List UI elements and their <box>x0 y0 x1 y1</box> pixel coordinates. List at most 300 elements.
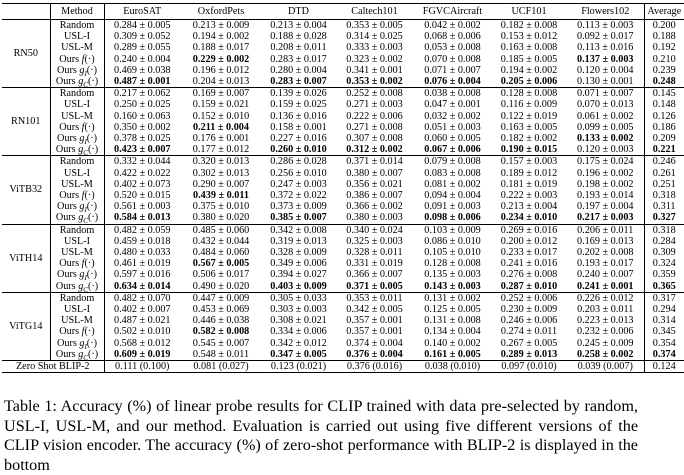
table-cell: 0.124 <box>644 361 684 373</box>
table-cell: 0.327 <box>644 212 684 224</box>
table-row <box>2 20 684 32</box>
table-cell: 0.227 ± 0.016 <box>270 133 327 145</box>
table-cell: 0.289 ± 0.055 <box>113 42 171 54</box>
table-cell: 0.332 ± 0.044 <box>104 156 180 168</box>
table-cell: 0.098 ± 0.006 <box>424 212 481 224</box>
method-label: Random <box>50 156 104 168</box>
results-table <box>2 3 684 373</box>
method-label: Ours $g_C(\cdot)$ <box>50 349 104 361</box>
table-cell: 0.307 ± 0.008 <box>346 133 403 145</box>
table-cell: 0.209 <box>644 133 684 144</box>
table-cell: 0.032 ± 0.002 <box>424 110 481 122</box>
table-cell: 0.061 ± 0.002 <box>576 110 634 122</box>
table-cell: 0.371 ± 0.014 <box>335 156 414 168</box>
table-cell: 0.548 ± 0.011 <box>192 348 250 360</box>
table-cell: 0.309 <box>644 247 684 258</box>
table-cell: 0.284 <box>644 236 684 247</box>
table-row <box>2 88 684 100</box>
method-label: Ours $g_C(\cdot)$ <box>50 281 104 293</box>
table-cell: 0.294 <box>644 304 684 315</box>
table-cell: 0.169 ± 0.013 <box>576 235 634 247</box>
table-cell: 0.160 ± 0.063 <box>113 110 171 122</box>
table-row <box>2 122 684 133</box>
table-cell: 0.334 ± 0.006 <box>270 326 327 338</box>
table-cell: 0.161 ± 0.005 <box>424 348 481 360</box>
table-cell: 0.221 <box>644 144 684 156</box>
method-label: Random <box>50 88 104 100</box>
table-cell: 0.038 ± 0.008 <box>414 88 491 100</box>
table-cell: 0.325 ± 0.003 <box>346 235 403 247</box>
table-cell: 0.190 ± 0.015 <box>500 144 558 156</box>
table-cell: 0.122 ± 0.019 <box>500 110 558 122</box>
table-cell: 0.194 ± 0.002 <box>500 64 558 76</box>
table-cell: 0.193 ± 0.014 <box>576 190 634 202</box>
table-cell: 0.163 ± 0.005 <box>500 121 558 133</box>
table-cell: 0.188 ± 0.017 <box>192 42 250 54</box>
table-cell: 0.081 ± 0.002 <box>424 178 481 190</box>
method-label: USL-M <box>50 247 104 258</box>
table-cell: 0.314 ± 0.025 <box>346 31 403 43</box>
header-flowers102: Flowers102 <box>567 4 644 20</box>
table-cell: 0.252 ± 0.006 <box>491 292 567 304</box>
table-cell: 0.256 ± 0.010 <box>270 167 327 179</box>
table-cell: 0.283 ± 0.007 <box>270 76 327 88</box>
table-cell: 0.053 ± 0.008 <box>424 42 481 54</box>
zero-shot-row <box>2 361 684 373</box>
table-row <box>2 281 684 293</box>
table-cell: 0.192 <box>644 42 684 53</box>
table-cell: 0.386 ± 0.007 <box>346 190 403 202</box>
table-cell: 0.267 ± 0.005 <box>500 337 558 349</box>
table-cell: 0.139 ± 0.026 <box>262 88 335 100</box>
table-cell: 0.357 ± 0.001 <box>346 326 403 338</box>
table-cell: 0.402 ± 0.007 <box>113 304 171 316</box>
table-cell: 0.345 <box>644 326 684 337</box>
table-cell: 0.545 ± 0.007 <box>192 337 250 349</box>
table-cell: 0.140 ± 0.002 <box>424 337 481 349</box>
table-cell: 0.113 ± 0.016 <box>577 42 634 54</box>
table-cell: 0.376 (0.016) <box>335 361 414 373</box>
method-label: USL-M <box>50 179 104 190</box>
table-cell: 0.248 <box>644 76 684 88</box>
table-row <box>2 99 684 110</box>
table-cell: 0.091 ± 0.003 <box>424 201 481 213</box>
table-cell: 0.482 ± 0.059 <box>104 224 180 236</box>
header-caltech101: Caltech101 <box>335 4 414 20</box>
table-row <box>2 168 684 179</box>
table-cell: 0.459 ± 0.018 <box>113 235 171 247</box>
table-row <box>2 315 684 326</box>
table-cell: 0.176 ± 0.001 <box>192 133 250 145</box>
table-cell: 0.366 ± 0.002 <box>346 201 403 213</box>
table-cell: 0.116 ± 0.009 <box>500 99 558 111</box>
table-cell: 0.342 ± 0.012 <box>270 337 327 349</box>
table-cell: 0.271 ± 0.003 <box>346 99 403 111</box>
table-cell: 0.120 ± 0.003 <box>576 144 634 156</box>
table-cell: 0.217 ± 0.003 <box>576 212 634 224</box>
table-cell: 0.324 <box>644 258 684 269</box>
table-cell: 0.305 ± 0.033 <box>262 292 335 304</box>
table-row <box>2 76 684 88</box>
table-cell: 0.234 ± 0.010 <box>500 212 558 224</box>
table-cell: 0.136 ± 0.016 <box>270 110 327 122</box>
table-cell: 0.211 ± 0.004 <box>193 121 249 133</box>
table-cell: 0.446 ± 0.038 <box>192 315 250 327</box>
table-cell: 0.347 ± 0.005 <box>270 348 327 360</box>
method-label: Ours f(·) <box>50 326 104 337</box>
table-cell: 0.312 ± 0.002 <box>346 144 403 156</box>
header-eurosat: EuroSAT <box>104 4 180 20</box>
table-cell: 0.169 ± 0.007 <box>180 88 262 100</box>
table-cell: 0.487 ± 0.001 <box>113 76 171 88</box>
table-cell: 0.210 <box>644 54 684 65</box>
table-cell: 0.520 ± 0.015 <box>113 190 171 202</box>
table-cell: 0.480 ± 0.033 <box>113 247 171 259</box>
table-cell: 0.038 (0.010) <box>414 361 491 373</box>
table-cell: 0.271 ± 0.008 <box>346 121 403 133</box>
method-label: Random <box>50 292 104 304</box>
method-label: USL-M <box>50 42 104 53</box>
table-cell: 0.081 (0.027) <box>180 361 262 373</box>
table-cell: 0.070 ± 0.008 <box>424 53 481 65</box>
table-cell: 0.394 ± 0.027 <box>270 269 327 281</box>
table-cell: 0.157 ± 0.003 <box>491 156 567 168</box>
table-cell: 0.378 ± 0.025 <box>113 133 171 145</box>
table-cell: 0.230 ± 0.009 <box>500 304 558 316</box>
table-row <box>2 156 684 168</box>
table-cell: 0.204 ± 0.013 <box>192 76 250 88</box>
table-cell: 0.341 ± 0.001 <box>346 64 403 76</box>
method-label: USL-I <box>50 168 104 179</box>
table-cell: 0.634 ± 0.014 <box>113 280 171 292</box>
table-cell: 0.213 ± 0.004 <box>500 201 558 213</box>
method-label: Random <box>50 20 104 32</box>
table-row <box>2 65 684 76</box>
method-label: Ours f(·) <box>50 258 104 269</box>
table-cell: 0.274 ± 0.011 <box>500 326 558 338</box>
table-cell: 0.568 ± 0.012 <box>113 337 171 349</box>
table-row <box>2 338 684 349</box>
table-cell: 0.283 ± 0.017 <box>270 53 327 65</box>
table-cell: 0.128 ± 0.008 <box>424 258 481 270</box>
table-cell: 0.092 ± 0.017 <box>576 31 634 43</box>
table-cell: 0.217 ± 0.062 <box>104 88 180 100</box>
table-cell: 0.245 ± 0.009 <box>576 337 634 349</box>
table-cell: 0.302 ± 0.013 <box>192 167 250 179</box>
method-label: USL-I <box>50 31 104 42</box>
method-label: USL-M <box>50 315 104 326</box>
table-row <box>2 190 684 201</box>
table-cell: 0.350 ± 0.002 <box>113 121 171 133</box>
table-cell: 0.287 ± 0.010 <box>500 280 558 292</box>
table-cell: 0.186 <box>644 122 684 133</box>
table-cell: 0.213 ± 0.004 <box>270 20 327 31</box>
table-cell: 0.152 ± 0.010 <box>192 110 250 122</box>
table-cell: 0.567 ± 0.005 <box>192 258 250 270</box>
table-cell: 0.126 <box>644 111 684 122</box>
table-cell: 0.380 ± 0.003 <box>346 212 403 224</box>
table-cell: 0.385 ± 0.007 <box>270 212 327 224</box>
table-cell: 0.175 ± 0.024 <box>567 156 644 168</box>
table-cell: 0.200 ± 0.012 <box>500 235 558 247</box>
table-cell: 0.203 ± 0.011 <box>577 304 634 316</box>
table-cell: 0.371 ± 0.005 <box>346 280 403 292</box>
table-cell: 0.366 ± 0.007 <box>346 269 403 281</box>
table-cell: 0.241 ± 0.001 <box>576 280 634 292</box>
table-cell: 0.226 ± 0.012 <box>567 292 644 304</box>
method-label: Ours $g_I(\cdot)$ <box>50 133 104 144</box>
method-label: Ours $g_C(\cdot)$ <box>50 76 104 88</box>
table-cell: 0.153 ± 0.012 <box>500 31 558 43</box>
table-cell: 0.196 ± 0.012 <box>192 64 250 76</box>
method-label: Ours f(·) <box>50 122 104 133</box>
table-cell: 0.323 ± 0.002 <box>346 53 403 65</box>
table-cell: 0.372 ± 0.022 <box>270 190 327 202</box>
table-cell: 0.197 ± 0.004 <box>576 201 634 213</box>
table-cell: 0.206 ± 0.011 <box>567 224 644 236</box>
table-cell: 0.374 <box>644 349 684 361</box>
table-cell: 0.354 <box>644 338 684 349</box>
table-cell: 0.202 ± 0.008 <box>576 247 634 259</box>
table-row <box>2 201 684 212</box>
method-label: USL-I <box>50 236 104 247</box>
table-cell: 0.357 ± 0.001 <box>346 315 403 327</box>
method-label: Ours $g_C(\cdot)$ <box>50 212 104 224</box>
model-label: ViTG14 <box>2 292 50 360</box>
method-label: Ours f(·) <box>50 190 104 201</box>
table-row <box>2 144 684 156</box>
table-cell: 0.276 ± 0.008 <box>500 269 558 281</box>
table-cell: 0.182 ± 0.002 <box>500 133 558 145</box>
table-cell: 0.269 ± 0.016 <box>491 224 567 236</box>
table-cell: 0.380 ± 0.020 <box>192 212 250 224</box>
table-cell: 0.502 ± 0.010 <box>113 326 171 338</box>
table-cell: 0.163 ± 0.008 <box>500 42 558 54</box>
table-cell: 0.125 ± 0.005 <box>424 304 481 316</box>
table-cell: 0.208 ± 0.011 <box>270 42 327 54</box>
table-row <box>2 42 684 53</box>
table-row <box>2 224 684 236</box>
table-cell: 0.131 ± 0.008 <box>424 315 481 327</box>
table-cell: 0.205 ± 0.006 <box>500 76 558 88</box>
table-cell: 0.280 ± 0.004 <box>270 64 327 76</box>
table-cell: 0.099 ± 0.005 <box>576 121 634 133</box>
table-cell: 0.213 ± 0.009 <box>192 20 250 31</box>
table-cell: 0.439 ± 0.011 <box>193 190 249 202</box>
table-cell: 0.376 ± 0.004 <box>346 348 403 360</box>
table-row <box>2 349 684 361</box>
table-cell: 0.159 ± 0.021 <box>192 99 250 111</box>
model-label: ViTH14 <box>2 224 50 292</box>
table-cell: 0.039 (0.007) <box>567 361 644 373</box>
table-cell: 0.318 <box>644 224 684 236</box>
table-cell: 0.609 ± 0.019 <box>113 348 171 360</box>
table-row <box>2 247 684 258</box>
table-cell: 0.349 ± 0.006 <box>270 258 327 270</box>
table-cell: 0.188 ± 0.028 <box>270 31 327 43</box>
table-cell: 0.490 ± 0.020 <box>192 280 250 292</box>
table-cell: 0.251 <box>644 179 684 190</box>
header-method: Method <box>50 4 104 20</box>
table-cell: 0.432 ± 0.044 <box>192 235 250 247</box>
table-row <box>2 54 684 65</box>
table-cell: 0.240 ± 0.007 <box>576 269 634 281</box>
table-cell: 0.135 ± 0.003 <box>424 269 481 281</box>
table-cell: 0.469 ± 0.038 <box>113 64 171 76</box>
table-cell: 0.239 <box>644 65 684 76</box>
table-cell: 0.076 ± 0.004 <box>424 76 481 88</box>
table-row <box>2 179 684 190</box>
table-cell: 0.487 ± 0.021 <box>113 315 171 327</box>
table-cell: 0.402 ± 0.073 <box>113 178 171 190</box>
table-cell: 0.422 ± 0.022 <box>113 167 171 179</box>
table-row <box>2 212 684 224</box>
model-label: RN101 <box>2 88 50 156</box>
table-cell: 0.365 <box>644 281 684 293</box>
header-average: Average <box>644 4 684 20</box>
table-cell: 0.120 ± 0.004 <box>576 64 634 76</box>
table-cell: 0.353 ± 0.002 <box>346 76 403 88</box>
table-cell: 0.094 ± 0.004 <box>424 190 481 202</box>
table-cell: 0.303 ± 0.003 <box>270 304 327 316</box>
table-cell: 0.222 ± 0.003 <box>500 190 558 202</box>
table-cell: 0.079 ± 0.008 <box>414 156 491 168</box>
table-cell: 0.359 <box>644 269 684 280</box>
table-cell: 0.320 ± 0.013 <box>180 156 262 168</box>
table-cell: 0.047 ± 0.001 <box>424 99 481 111</box>
table-cell: 0.097 (0.010) <box>491 361 567 373</box>
table-cell: 0.284 ± 0.005 <box>113 20 171 31</box>
table-cell: 0.308 ± 0.021 <box>270 315 327 327</box>
table-cell: 0.189 ± 0.012 <box>500 167 558 179</box>
table-cell: 0.137 ± 0.003 <box>576 53 634 65</box>
table-cell: 0.131 ± 0.002 <box>414 292 491 304</box>
table-cell: 0.561 ± 0.003 <box>113 201 171 213</box>
table-row <box>2 133 684 144</box>
table-cell: 0.233 ± 0.017 <box>500 247 558 259</box>
table-row <box>2 304 684 315</box>
table-cell: 0.447 ± 0.009 <box>180 292 262 304</box>
table-cell: 0.232 ± 0.006 <box>576 326 634 338</box>
model-label: RN50 <box>2 20 50 88</box>
table-cell: 0.286 ± 0.028 <box>262 156 335 168</box>
table-cell: 0.328 ± 0.009 <box>270 247 327 259</box>
table-cell: 0.196 ± 0.002 <box>576 167 634 179</box>
table-cell: 0.261 <box>644 168 684 179</box>
header-ucf101: UCF101 <box>491 4 567 20</box>
table-caption: Table 1: Accuracy (%) of linear probe results for CLIP trained with data pre-selected by random, USL-I, USL-M, and our method. Evaluation is carried out using five different versions of the CLIP vision encoder. The accuracy (%) of zero-shot performance with BLIP-2 is displayed in the bottom <box>4 397 638 474</box>
method-label: Ours f(·) <box>50 54 104 65</box>
table-cell: 0.134 ± 0.004 <box>424 326 481 338</box>
table-cell: 0.177 ± 0.012 <box>192 144 250 156</box>
header-oxfordpets: OxfordPets <box>180 4 262 20</box>
table-cell: 0.185 ± 0.005 <box>500 53 558 65</box>
table-cell: 0.482 ± 0.070 <box>104 292 180 304</box>
header-model <box>2 4 50 20</box>
table-cell: 0.145 <box>644 88 684 100</box>
table-cell: 0.353 ± 0.005 <box>346 20 403 31</box>
table-cell: 0.333 ± 0.003 <box>346 42 403 54</box>
table-cell: 0.260 ± 0.010 <box>270 144 327 156</box>
table-cell: 0.331 ± 0.019 <box>346 258 403 270</box>
table-cell: 0.223 ± 0.013 <box>576 315 634 327</box>
table-cell: 0.060 ± 0.005 <box>424 133 481 145</box>
table-cell: 0.314 <box>644 315 684 326</box>
table-cell: 0.485 ± 0.060 <box>180 224 262 236</box>
table-cell: 0.246 <box>644 156 684 168</box>
table-cell: 0.423 ± 0.007 <box>113 144 171 156</box>
table-row <box>2 292 684 304</box>
table-row <box>2 236 684 247</box>
table-row <box>2 269 684 280</box>
table-cell: 0.188 <box>644 31 684 42</box>
method-label: USL-I <box>50 304 104 315</box>
table-cell: 0.241 ± 0.016 <box>500 258 558 270</box>
table-cell: 0.453 ± 0.069 <box>192 304 250 316</box>
method-label: Ours $g_C(\cdot)$ <box>50 144 104 156</box>
table-cell: 0.182 ± 0.008 <box>500 20 558 31</box>
header-row <box>2 4 684 20</box>
method-label: Ours $g_I(\cdot)$ <box>50 201 104 212</box>
table-row <box>2 111 684 122</box>
table-cell: 0.240 ± 0.004 <box>113 53 171 65</box>
header-dtd: DTD <box>262 4 335 20</box>
table-row <box>2 326 684 337</box>
table-cell: 0.252 ± 0.008 <box>335 88 414 100</box>
header-fgvcaircraft: FGVCAircraft <box>414 4 491 20</box>
table-cell: 0.258 ± 0.002 <box>576 348 634 360</box>
table-cell: 0.311 <box>644 201 684 212</box>
table-cell: 0.123 (0.021) <box>262 361 335 373</box>
table-cell: 0.159 ± 0.025 <box>270 99 327 111</box>
table-cell: 0.373 ± 0.009 <box>270 201 327 213</box>
table-cell: 0.353 ± 0.011 <box>335 292 414 304</box>
table-cell: 0.403 ± 0.009 <box>270 280 327 292</box>
table-cell: 0.071 ± 0.007 <box>567 88 644 100</box>
table-cell: 0.290 ± 0.007 <box>192 178 250 190</box>
table-cell: 0.319 ± 0.013 <box>270 235 327 247</box>
table-cell: 0.461 ± 0.019 <box>113 258 171 270</box>
table-cell: 0.133 ± 0.002 <box>576 133 634 145</box>
table-cell: 0.194 ± 0.002 <box>192 31 250 43</box>
table-cell: 0.246 ± 0.006 <box>500 315 558 327</box>
table-cell: 0.229 ± 0.002 <box>192 53 250 65</box>
table-row <box>2 258 684 269</box>
table-cell: 0.375 ± 0.010 <box>192 201 250 213</box>
zero-shot-label: Zero Shot BLIP-2 <box>2 361 104 373</box>
table-cell: 0.068 ± 0.006 <box>424 31 481 43</box>
table-cell: 0.086 ± 0.010 <box>424 235 481 247</box>
table-cell: 0.130 ± 0.001 <box>576 76 634 88</box>
table-cell: 0.317 <box>644 292 684 304</box>
table-cell: 0.111 (0.100) <box>104 361 180 373</box>
table-cell: 0.484 ± 0.060 <box>192 247 250 259</box>
table-cell: 0.380 ± 0.007 <box>346 167 403 179</box>
table-cell: 0.198 ± 0.002 <box>576 178 634 190</box>
method-label: USL-I <box>50 99 104 110</box>
table-cell: 0.584 ± 0.013 <box>113 212 171 224</box>
table-cell: 0.200 <box>644 20 684 32</box>
table-cell: 0.356 ± 0.021 <box>346 178 403 190</box>
table-cell: 0.597 ± 0.016 <box>113 269 171 281</box>
method-label: Ours $g_I(\cdot)$ <box>50 269 104 280</box>
table-cell: 0.148 <box>644 99 684 110</box>
table-cell: 0.193 ± 0.017 <box>576 258 634 270</box>
table-cell: 0.342 ± 0.008 <box>262 224 335 236</box>
method-label: USL-M <box>50 111 104 122</box>
table-cell: 0.318 <box>644 190 684 201</box>
model-label: ViTB32 <box>2 156 50 224</box>
